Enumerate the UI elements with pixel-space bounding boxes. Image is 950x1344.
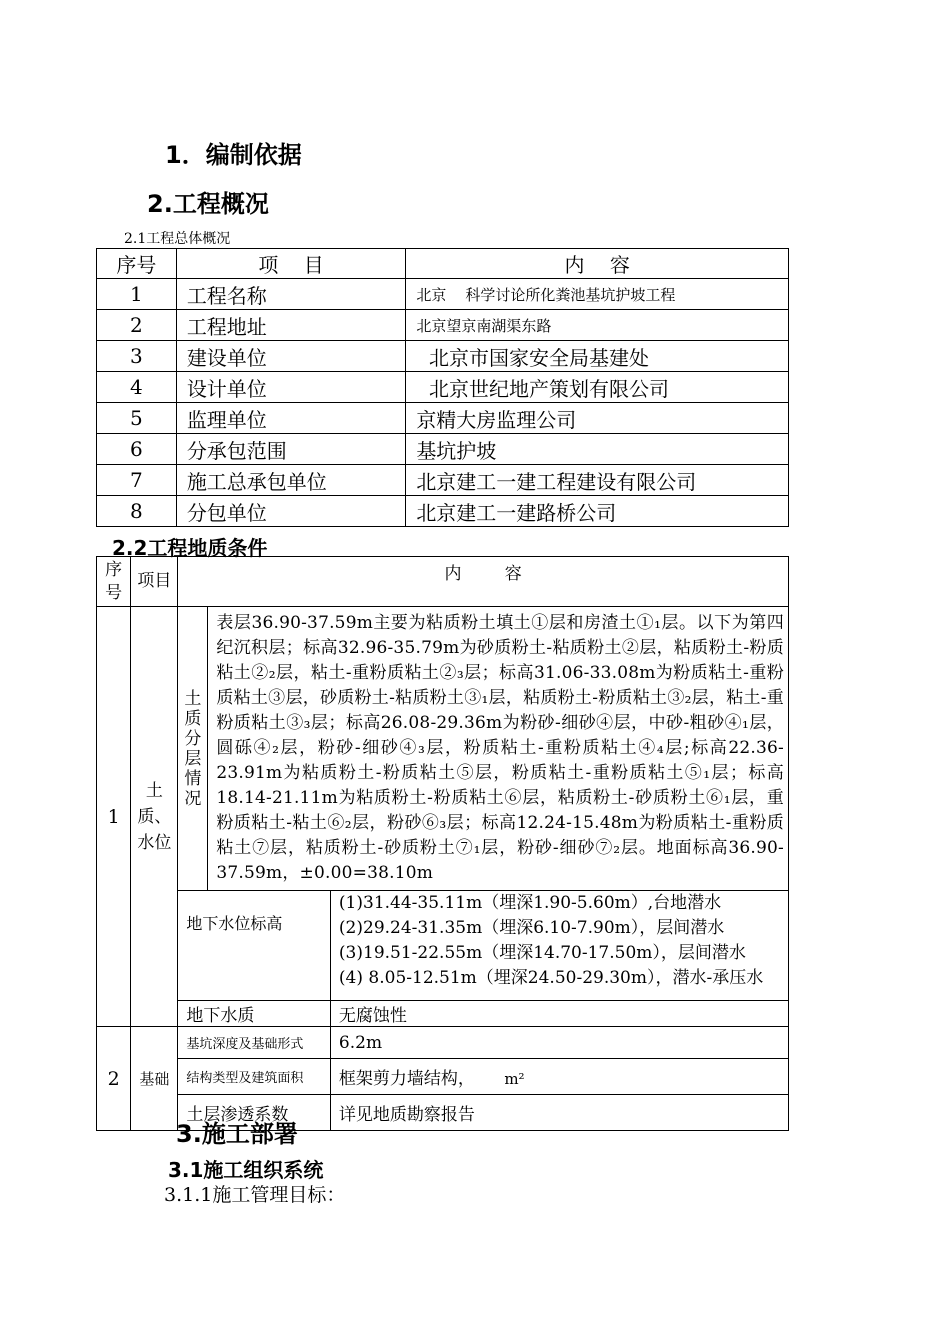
row-no: 4 <box>97 372 177 403</box>
row-item: 监理单位 <box>176 403 406 434</box>
section-heading-1: 1．编制依据 <box>165 141 302 169</box>
water-line: (2)29.24-31.35m（埋深6.10-7.90m），层间潜水 <box>338 918 725 938</box>
soil-description: 表层36.90-37.59m主要为粘质粉土填土①层和房渣土①₁层。以下为第四纪沉积层；标高32.96-35.79m为砂质粉土-粘质粉土②层，粘质粉土-粉质粘土②₂层，粘土-重粉质粘土②₃层；标高31.06-33.08m为粉质粘土-重粉质粘土③层，砂质粉土-粘质粉土③₁层，粘质粉土-粉质粘土③₂层，粘土-重粉质粘土③₃层；标高26.08-29.36m为粉砂-细砂④层，中砂-粗砂④₁层，圆砾④₂层，粉砂-细砂④₃层，粉质粘土-重粉质粘土④₄层;标高22.36-23.91m为粘质粉土-粉质粘土⑤层，粉质粘土-重粉质粘土⑤₁层；标高18.14-21.11m为粘质粉土-粉质粘土⑥层，粘质粉土-砂质粉土⑥₁层，重粉质粘土-粘土⑥₂层，粉砂⑥₃层；标高12.24-15.48m为粉质粘土-重粉质粘土⑦层，粘质粉土-砂质粉土⑦₁层，粉砂-细砂⑦₂层。地面标高36.90-37.59m，±0.00=38.10m <box>208 607 789 891</box>
row-content: 北京市国家安全局基建处 <box>406 341 789 372</box>
subsection-2-1: 2.1工程总体概况 <box>124 231 231 247</box>
table-row <box>97 372 789 403</box>
water-level-row <box>97 891 789 1001</box>
structure-text: 框架剪力墙结构， <box>338 1069 475 1089</box>
subsection-3-1-1: 3.1.1施工管理目标： <box>164 1184 346 1206</box>
depth-row <box>97 1027 789 1059</box>
row-no: 6 <box>97 434 177 465</box>
row-item: 工程地址 <box>176 310 406 341</box>
water-quality-label: 地下水质 <box>178 1001 331 1027</box>
project-overview-table <box>96 248 789 527</box>
row-no: 7 <box>97 465 177 496</box>
table-row <box>97 403 789 434</box>
row-content: 北京望京南湖渠东路 <box>406 310 789 341</box>
subsection-3-1: 3.1施工组织系统 <box>168 1158 324 1182</box>
row-item: 建设单位 <box>176 341 406 372</box>
water-levels <box>330 891 788 1001</box>
structure-row <box>97 1059 789 1095</box>
geology-header-row <box>97 557 789 607</box>
header-content: 内 容 <box>406 249 789 279</box>
row1-no: 1 <box>97 607 131 1027</box>
row2-category: 基础 <box>131 1027 178 1131</box>
water-label: 地下水位标高 <box>178 891 331 1001</box>
header-no: 序号 <box>97 557 131 607</box>
structure-unit: m² <box>504 1070 525 1088</box>
row-no: 2 <box>97 310 177 341</box>
row-content: 北京建工一建路桥公司 <box>406 496 789 527</box>
row-item: 分包单位 <box>176 496 406 527</box>
subsection-2-2: 2.2工程地质条件 <box>112 536 268 560</box>
row-content: 北京 科学讨论所化粪池基坑护坡工程 <box>406 279 789 310</box>
header-item: 项目 <box>131 557 178 607</box>
row-no: 8 <box>97 496 177 527</box>
row-no: 1 <box>97 279 177 310</box>
water-line: (4) 8.05-12.51m（埋深24.50-29.30m），潜水-承压水 <box>338 968 764 988</box>
soil-label: 土质分层情况 <box>178 607 208 891</box>
table-row <box>97 310 789 341</box>
table-row <box>97 434 789 465</box>
section-heading-3: 3.施工部署 <box>176 1120 298 1148</box>
row-no: 3 <box>97 341 177 372</box>
row-item: 分承包范围 <box>176 434 406 465</box>
depth-value: 6.2m <box>330 1027 788 1059</box>
water-quality-row <box>97 1001 789 1027</box>
table-row <box>97 341 789 372</box>
row-content: 基坑护坡 <box>406 434 789 465</box>
row1-category: 土质、水位 <box>131 607 178 1027</box>
row-no: 5 <box>97 403 177 434</box>
row-item: 设计单位 <box>176 372 406 403</box>
water-line: (3)19.51-22.55m（埋深14.70-17.50m），层间潜水 <box>338 943 746 963</box>
table-row <box>97 496 789 527</box>
water-line: (1)31.44-35.11m（埋深1.90-5.60m）,台地潜水 <box>338 893 722 913</box>
row2-no: 2 <box>97 1027 131 1131</box>
header-no: 序号 <box>97 249 177 279</box>
geology-table <box>96 556 789 1131</box>
depth-label: 基坑深度及基础形式 <box>178 1027 331 1059</box>
header-item: 项 目 <box>176 249 406 279</box>
row-content: 北京建工一建工程建设有限公司 <box>406 465 789 496</box>
row-content: 北京世纪地产策划有限公司 <box>406 372 789 403</box>
permeability-label: 土层渗透系数 <box>178 1095 331 1131</box>
row-item: 施工总承包单位 <box>176 465 406 496</box>
structure-value <box>330 1059 788 1095</box>
row-content: 京精大房监理公司 <box>406 403 789 434</box>
table-row <box>97 279 789 310</box>
water-quality-value: 无腐蚀性 <box>330 1001 788 1027</box>
table-row <box>97 465 789 496</box>
section-heading-2: 2.工程概况 <box>147 190 269 218</box>
structure-label: 结构类型及建筑面积 <box>178 1059 331 1095</box>
header-content: 内 容 <box>178 557 789 607</box>
table-header-row <box>97 249 789 279</box>
permeability-value: 详见地质勘察报告 <box>330 1095 788 1131</box>
soil-row <box>97 607 789 891</box>
row-item: 工程名称 <box>176 279 406 310</box>
